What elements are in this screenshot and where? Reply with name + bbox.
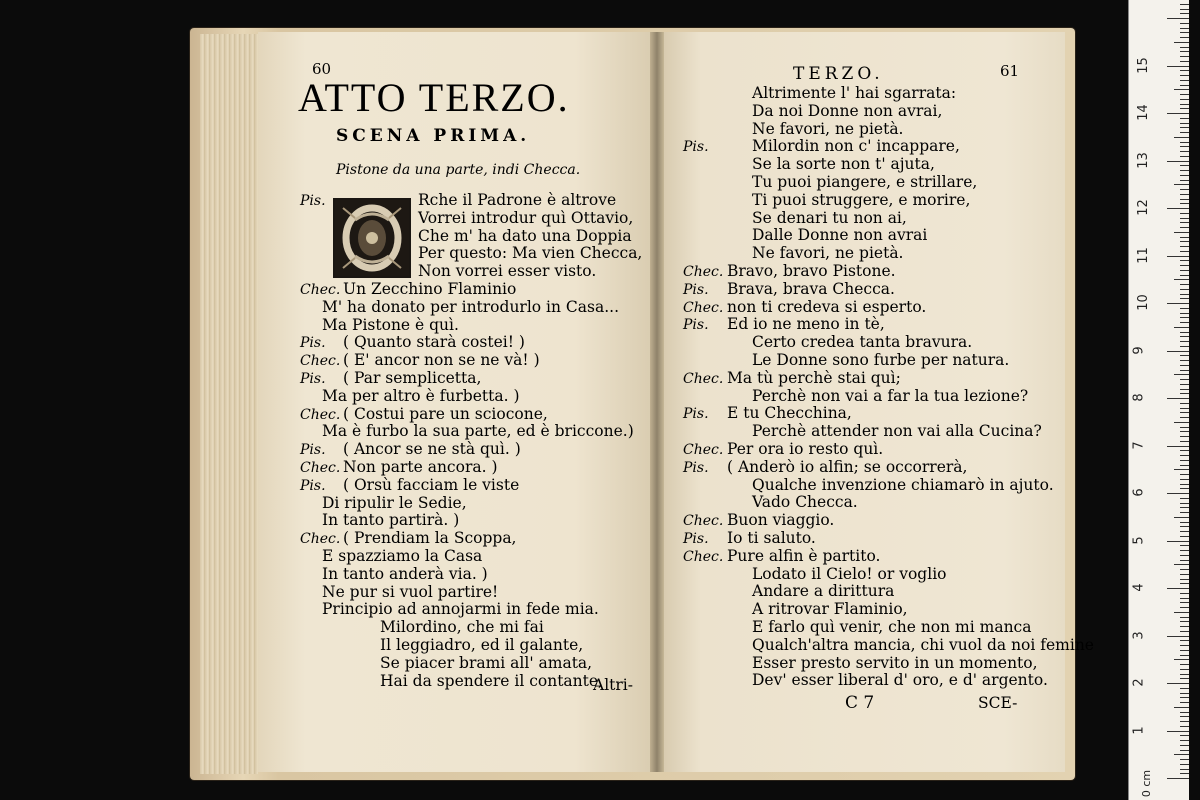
verse-line: Di ripulir le Sedie,	[322, 493, 467, 512]
ruler-tick	[1174, 232, 1189, 233]
ruler-tick	[1180, 688, 1189, 689]
ruler-tick	[1180, 313, 1189, 314]
ruler-tick	[1180, 317, 1189, 318]
ruler-tick	[1180, 332, 1189, 333]
ruler-tick	[1180, 740, 1189, 741]
ruler-tick	[1180, 194, 1189, 195]
verse-line: Rche il Padrone è altrove	[418, 191, 617, 209]
ruler-tick	[1180, 460, 1189, 461]
ruler-tick	[1180, 108, 1189, 109]
ruler-tick	[1180, 308, 1189, 309]
verse-line: A ritrovar Flaminio,	[752, 600, 908, 619]
ruler-tick	[1180, 408, 1189, 409]
ruler-tick	[1180, 175, 1189, 176]
ruler-tick	[1167, 161, 1189, 162]
ruler-tick	[1180, 759, 1189, 760]
verse-line: Perchè attender non vai alla Cucina?	[752, 422, 1042, 441]
ruler-tick	[1174, 707, 1189, 708]
verse-line: ( E' ancor non se ne và! )	[343, 351, 540, 370]
ruler-tick	[1180, 716, 1189, 717]
ruler-tick	[1180, 512, 1189, 513]
ruler-tick	[1180, 61, 1189, 62]
ruler-number: 7	[1131, 440, 1147, 450]
ruler-tick	[1167, 66, 1189, 67]
ruler-tick	[1180, 13, 1189, 14]
ruler-tick	[1180, 669, 1189, 670]
ruler-number: 8	[1131, 393, 1147, 402]
ruler-tick	[1180, 294, 1189, 295]
ruler-tick	[1180, 393, 1189, 394]
ruler-tick	[1167, 256, 1189, 257]
verse-line: Dalle Donne non avrai	[752, 226, 928, 245]
verse-line: ( Par semplicetta,	[343, 369, 482, 387]
ruler-tick	[1180, 365, 1189, 366]
ruler-tick	[1180, 322, 1189, 323]
verse-line: Tu puoi piangere, e strillare,	[752, 173, 978, 191]
verse-line: non ti credeva si esperto.	[727, 297, 927, 316]
ruler-tick	[1180, 289, 1189, 290]
ruler-number: 12	[1135, 199, 1151, 216]
ruler-tick	[1174, 612, 1189, 613]
verse-line: In tanto anderà via. )	[322, 564, 488, 583]
ruler-tick	[1180, 702, 1189, 703]
ruler-tick	[1174, 137, 1189, 138]
ruler-tick	[1180, 488, 1189, 489]
ruler-tick	[1180, 384, 1189, 385]
ruler-tick	[1174, 754, 1189, 755]
decorated-initial-o	[333, 198, 411, 278]
verse-line: In tanto partirà. )	[322, 511, 460, 530]
speaker-label: Chec.	[683, 548, 724, 565]
ruler-tick	[1180, 132, 1189, 133]
ruler-tick	[1174, 327, 1189, 328]
ruler-tick	[1180, 298, 1189, 299]
ruler-tick	[1174, 184, 1189, 185]
ruler-tick	[1180, 275, 1189, 276]
verse-line: E spazziamo la Casa	[322, 547, 483, 565]
verse-line: Per questo: Ma vien Checca,	[418, 244, 643, 263]
right-catchword: SCE-	[978, 694, 1018, 712]
verse-line: ( Costui pare un sciocone,	[343, 404, 548, 423]
ruler-tick	[1180, 199, 1189, 200]
ruler-tick	[1180, 417, 1189, 418]
ruler-tick	[1167, 18, 1189, 19]
speaker-label: Pis.	[300, 335, 326, 352]
verse-line: Buon viaggio.	[727, 511, 835, 530]
ruler-tick	[1180, 465, 1189, 466]
ruler-tick	[1180, 631, 1189, 632]
ruler-tick	[1174, 42, 1189, 43]
ruler-tick	[1180, 222, 1189, 223]
ruler-tick	[1180, 389, 1189, 390]
ruler-tick	[1174, 469, 1189, 470]
ruler-tick	[1180, 526, 1189, 527]
ruler-tick	[1180, 773, 1189, 774]
right-page-number: 61	[1000, 62, 1020, 80]
verse-line: Dev' esser liberal d' oro, e d' argento.	[752, 671, 1048, 690]
verse-line: Ed io ne meno in tè,	[727, 315, 885, 334]
verse-line: Qualche invenzione chiamarò in ajuto.	[752, 475, 1054, 494]
ruler-tick	[1174, 374, 1189, 375]
ruler-tick	[1174, 279, 1189, 280]
speaker-label: Pis.	[683, 317, 709, 334]
ruler-tick	[1180, 531, 1189, 532]
ruler-tick	[1180, 655, 1189, 656]
ruler-tick	[1180, 650, 1189, 651]
ruler-tick	[1180, 750, 1189, 751]
ruler-tick	[1180, 180, 1189, 181]
ruler-tick	[1180, 697, 1189, 698]
ruler-tick	[1180, 237, 1189, 238]
verse-line: Un Zecchino Flaminio	[343, 280, 517, 298]
verse-line: Bravo, bravo Pistone.	[727, 262, 896, 280]
verse-line: Per ora io resto quì.	[727, 440, 884, 458]
ruler-number: 1	[1131, 725, 1147, 735]
ruler-tick	[1180, 626, 1189, 627]
ruler-number: 6	[1131, 488, 1147, 497]
verse-line: Ma tù perchè stai quì;	[727, 368, 901, 387]
ruler-tick	[1180, 507, 1189, 508]
ruler-tick	[1180, 156, 1189, 157]
verse-line: Io ti saluto.	[727, 529, 816, 547]
verse-line: Ne pur si vuol partire!	[322, 582, 499, 601]
ruler-tick	[1180, 769, 1189, 770]
ruler-tick	[1180, 555, 1189, 556]
ruler-tick	[1180, 284, 1189, 285]
verse-line: Hai da spendere il contante,	[380, 671, 603, 690]
ruler-tick	[1180, 455, 1189, 456]
ruler-tick	[1180, 645, 1189, 646]
verse-line: ( Prendiam la Scoppa,	[343, 529, 517, 548]
ruler-tick	[1180, 583, 1189, 584]
ruler-tick	[1180, 569, 1189, 570]
verse-line: Ti puoi struggere, e morire,	[752, 190, 971, 209]
ruler-number: 9	[1131, 345, 1147, 355]
ruler-tick	[1180, 218, 1189, 219]
ruler-tick	[1180, 498, 1189, 499]
ruler-tick	[1180, 745, 1189, 746]
ruler-tick	[1180, 37, 1189, 38]
ruler-tick	[1180, 104, 1189, 105]
ruler-tick	[1180, 617, 1189, 618]
ruler-number: 14	[1135, 104, 1151, 121]
speaker-label: Chec.	[300, 460, 341, 476]
ruler-tick	[1180, 23, 1189, 24]
ruler-tick	[1180, 355, 1189, 356]
ruler-tick	[1180, 151, 1189, 152]
ruler-tick	[1180, 484, 1189, 485]
ruler-tick	[1180, 427, 1189, 428]
ruler-number: 3	[1131, 630, 1147, 640]
verse-line: Perchè non vai a far la tua lezione?	[752, 386, 1029, 405]
verse-line: Che m' ha dato una Doppia	[418, 226, 632, 245]
speaker-label: Chec.	[683, 442, 724, 458]
ruler-tick	[1180, 4, 1189, 5]
verse-line: Se piacer brami all' amata,	[380, 653, 593, 672]
ruler-tick	[1180, 80, 1189, 81]
verse-line: Vorrei introdur quì Ottavio,	[418, 208, 634, 227]
page-edges	[200, 34, 258, 774]
speaker-label: Pis.	[683, 459, 709, 476]
ruler-unit-label: 0 cm	[1140, 769, 1154, 798]
verse-line: M' ha donato per introdurlo in Casa...	[322, 297, 619, 316]
ruler-tick	[1180, 85, 1189, 86]
ruler-tick	[1180, 503, 1189, 504]
verse-line: Milordino, che mi fai	[380, 618, 544, 637]
ruler-tick	[1180, 123, 1189, 124]
verse-line: Ne favori, ne pietà.	[752, 244, 904, 263]
ruler-tick	[1167, 446, 1189, 447]
ruler-number: 5	[1131, 535, 1147, 545]
verse-line: ( Quanto starà costei! )	[343, 333, 525, 352]
ruler-tick	[1180, 28, 1189, 29]
speaker-label: Pis.	[683, 281, 709, 298]
ruler-tick	[1180, 260, 1189, 261]
ruler-tick	[1180, 436, 1189, 437]
verse-line: Ma Pistone è quì.	[322, 315, 459, 334]
verse-line: Pure alfin è partito.	[727, 546, 881, 565]
ruler-tick	[1180, 550, 1189, 551]
ruler-tick	[1180, 721, 1189, 722]
verse-line: Certo credea tanta bravura.	[752, 333, 973, 352]
ruler-tick	[1180, 241, 1189, 242]
ruler-tick	[1180, 593, 1189, 594]
ruler-tick	[1180, 607, 1189, 608]
ruler-tick	[1180, 142, 1189, 143]
verse-line: E tu Checchina,	[727, 404, 852, 423]
ruler-tick	[1180, 598, 1189, 599]
ruler-tick	[1180, 522, 1189, 523]
ruler-tick	[1180, 379, 1189, 380]
speaker-label: Chec.	[683, 370, 724, 387]
ruler-tick	[1180, 674, 1189, 675]
ruler-tick	[1180, 693, 1189, 694]
ruler-number: 4	[1131, 583, 1147, 592]
ruler-tick	[1167, 588, 1189, 589]
ruler-tick	[1167, 778, 1189, 779]
verse-line: Esser presto servito in un momento,	[752, 653, 1038, 672]
stage-direction: Pistone da una parte, indi Checca.	[336, 162, 581, 178]
speaker-label: Chec.	[300, 282, 341, 298]
ruler-tick	[1180, 146, 1189, 147]
ruler-tick	[1167, 303, 1189, 304]
ruler-tick	[1180, 712, 1189, 713]
ruler-tick	[1180, 403, 1189, 404]
ruler-tick	[1167, 351, 1189, 352]
speaker-label: Pis.	[683, 531, 709, 547]
ruler-tick	[1180, 678, 1189, 679]
ruler-tick	[1180, 474, 1189, 475]
ruler-tick	[1180, 47, 1189, 48]
verse-line: Milordin non c' incappare,	[752, 137, 960, 156]
verse-line: Qualch'altra mancia, chi vuol da noi femine	[752, 635, 1094, 654]
scene-heading: SCENA PRIMA.	[336, 126, 531, 146]
ruler-tick	[1180, 764, 1189, 765]
ruler-tick	[1167, 541, 1189, 542]
ruler-tick	[1180, 574, 1189, 575]
ruler-tick	[1180, 251, 1189, 252]
speaker-label: Chec.	[300, 531, 341, 548]
ruler-tick	[1180, 246, 1189, 247]
ruler-tick	[1180, 726, 1189, 727]
ruler-tick	[1180, 341, 1189, 342]
verse-line: Se denari tu non ai,	[752, 208, 907, 227]
ruler-tick	[1180, 579, 1189, 580]
ruler-tick	[1174, 89, 1189, 90]
book-gutter	[650, 32, 664, 772]
ruler-number: 2	[1131, 678, 1147, 687]
ruler-tick	[1167, 683, 1189, 684]
ruler-tick	[1180, 360, 1189, 361]
verse-line: Brava, brava Checca.	[727, 279, 895, 298]
ruler-tick	[1180, 735, 1189, 736]
ruler-tick	[1180, 450, 1189, 451]
verse-line: Ma è furbo la sua parte, ed è briccone.)	[322, 422, 634, 441]
speaker-label: Chec.	[300, 353, 341, 370]
ruler-tick	[1180, 9, 1189, 10]
ruler-tick	[1180, 227, 1189, 228]
ruler-tick	[1180, 170, 1189, 171]
ruler-tick	[1167, 398, 1189, 399]
ruler-tick	[1180, 203, 1189, 204]
verse-line: ( Ancor se ne stà quì. )	[343, 440, 521, 459]
verse-line: Da noi Donne non avrai,	[752, 101, 943, 120]
signature-mark: C 7	[845, 693, 875, 713]
speaker-label: Pis.	[300, 442, 326, 459]
ruler-tick	[1167, 731, 1189, 732]
ruler-tick	[1180, 213, 1189, 214]
ruler-tick	[1180, 664, 1189, 665]
ruler-tick	[1180, 412, 1189, 413]
left-catchword: Altri-	[593, 676, 633, 694]
verse-line: Ne favori, ne pietà.	[752, 119, 904, 138]
verse-line: Vado Checca.	[752, 493, 858, 512]
ruler-tick	[1180, 346, 1189, 347]
verse-line: E farlo quì venir, che non mi manca	[752, 618, 1032, 636]
ruler-tick	[1180, 602, 1189, 603]
verse-line: Il leggiadro, ed il galante,	[380, 636, 584, 654]
ruler-tick	[1167, 113, 1189, 114]
ruler-tick	[1180, 75, 1189, 76]
ruler-tick	[1167, 208, 1189, 209]
ruler-tick	[1180, 270, 1189, 271]
verse-line: Ma per altro è furbetta. )	[322, 386, 520, 405]
ruler-tick	[1180, 118, 1189, 119]
verse-line: Lodato il Cielo! or voglio	[752, 564, 947, 583]
speaker-label: Chec.	[683, 264, 724, 280]
speaker-label: Pis.	[683, 406, 709, 423]
ruler-tick	[1180, 536, 1189, 537]
verse-line: ( Anderò io alfin; se occorrerà,	[727, 457, 968, 476]
verse-line: Le Donne sono furbe per natura.	[752, 351, 1010, 369]
ruler-number: 11	[1135, 246, 1151, 264]
ruler-tick	[1174, 564, 1189, 565]
ruler-tick	[1167, 493, 1189, 494]
ruler-tick	[1180, 621, 1189, 622]
ruler-tick	[1180, 51, 1189, 52]
ruler-tick	[1174, 659, 1189, 660]
speaker-label: Pis.	[300, 371, 326, 387]
speaker-label: Chec.	[683, 513, 724, 530]
act-title: ATTO TERZO.	[298, 75, 570, 120]
ruler-tick	[1180, 165, 1189, 166]
ruler-tick	[1180, 127, 1189, 128]
speaker-label: Pis.	[300, 193, 326, 209]
speaker-label: Chec.	[683, 299, 724, 316]
left-page-number: 60	[312, 60, 332, 78]
verse-line: Non vorrei esser visto.	[418, 262, 597, 281]
measurement-ruler	[1128, 0, 1189, 800]
verse-line: ( Orsù facciam le viste	[343, 475, 520, 494]
ruler-tick	[1180, 441, 1189, 442]
verse-line: Principio ad annojarmi in fede mia.	[322, 600, 599, 619]
ruler-tick	[1180, 32, 1189, 33]
speaker-label: Pis.	[300, 477, 326, 494]
ruler-number: 13	[1135, 151, 1151, 169]
ruler-tick	[1174, 422, 1189, 423]
ruler-number: 15	[1135, 56, 1151, 74]
ruler-tick	[1174, 517, 1189, 518]
ruler-tick	[1180, 70, 1189, 71]
verse-line: Non parte ancora. )	[343, 458, 498, 476]
ruler-tick	[1180, 370, 1189, 371]
speaker-label: Chec.	[300, 406, 341, 423]
ruler-tick	[1180, 545, 1189, 546]
ruler-tick	[1180, 560, 1189, 561]
ruler-tick	[1180, 189, 1189, 190]
ruler-tick	[1180, 431, 1189, 432]
ruler-tick	[1180, 94, 1189, 95]
running-head: TERZO.	[793, 64, 884, 84]
ruler-tick	[1167, 636, 1189, 637]
ruler-tick	[1180, 99, 1189, 100]
verse-line: Andare a dirittura	[752, 582, 895, 601]
ruler-tick	[1180, 336, 1189, 337]
ruler-number: 10	[1135, 294, 1151, 311]
verse-line: Se la sorte non t' ajuta,	[752, 155, 935, 174]
speaker-label: Pis.	[683, 139, 709, 156]
verse-line: Altrimente l' hai sgarrata:	[752, 84, 957, 102]
ruler-tick	[1180, 479, 1189, 480]
ruler-tick	[1180, 265, 1189, 266]
ruler-tick	[1180, 640, 1189, 641]
ruler-tick	[1180, 56, 1189, 57]
